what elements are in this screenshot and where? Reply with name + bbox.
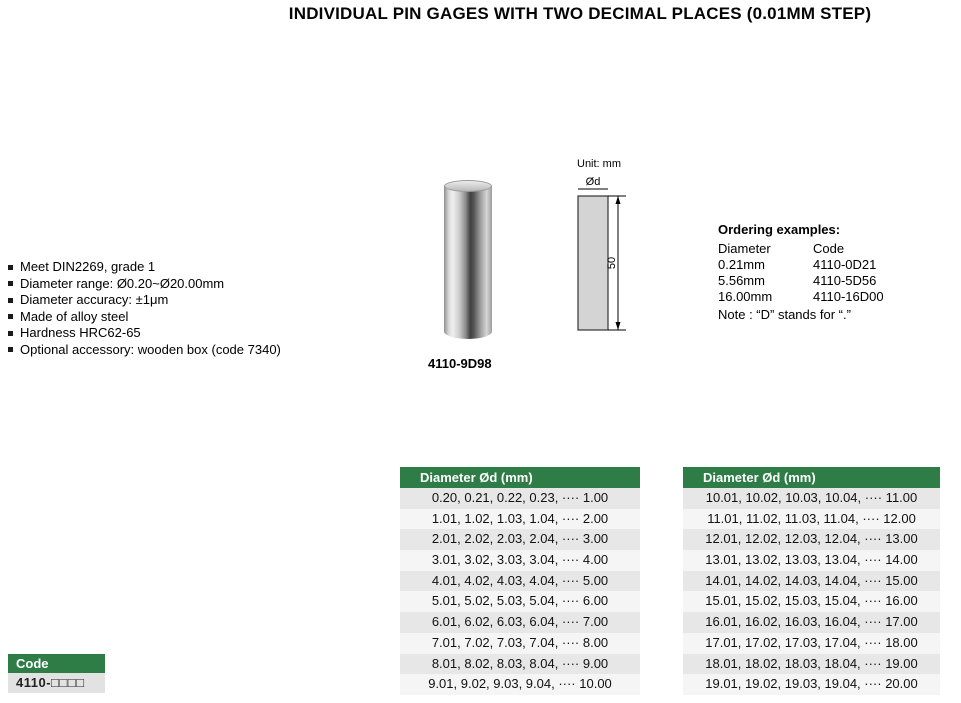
ordering-row bbox=[718, 273, 884, 289]
table-row bbox=[683, 509, 940, 530]
code-block bbox=[8, 654, 105, 693]
pin-gage-top-icon bbox=[444, 180, 492, 192]
feature-item bbox=[8, 259, 281, 276]
diameter-table-left-header: Diameter Ød (mm) bbox=[400, 467, 640, 488]
ordering-note: Note : “D” stands for “.” bbox=[718, 307, 851, 322]
feature-item bbox=[8, 276, 281, 293]
bullet-square-icon bbox=[8, 265, 13, 270]
table-row-text: 8.01, 8.02, 8.03, 8.04, ···· 9.00 bbox=[431, 655, 609, 671]
table-row bbox=[400, 612, 640, 633]
feature-item bbox=[8, 292, 281, 309]
table-row bbox=[683, 488, 940, 509]
feature-item bbox=[8, 342, 281, 359]
table-row-text: 4.01, 4.02, 4.03, 4.04, ···· 5.00 bbox=[431, 572, 609, 588]
ordering-header-row bbox=[718, 241, 884, 257]
length-dim-label: 50 bbox=[606, 256, 618, 270]
table-row bbox=[400, 674, 640, 695]
feature-text: Made of alloy steel bbox=[20, 308, 129, 324]
ordering-diameter-value: 16.00mm bbox=[718, 289, 773, 304]
ordering-col-diameter: Diameter bbox=[718, 241, 771, 256]
feature-item bbox=[8, 309, 281, 326]
table-row-text: 3.01, 3.02, 3.03, 3.04, ···· 4.00 bbox=[431, 552, 609, 568]
feature-text: Diameter accuracy: ±1μm bbox=[20, 292, 169, 307]
table-row bbox=[683, 674, 940, 695]
technical-drawing bbox=[560, 172, 650, 347]
table-row-text: 12.01, 12.02, 12.03, 12.04, ···· 13.00 bbox=[705, 531, 918, 547]
product-model: 4110-9D98 bbox=[428, 356, 492, 371]
ordering-code-value: 4110-5D56 bbox=[813, 273, 877, 288]
table-row-text: 1.01, 1.02, 1.03, 1.04, ···· 2.00 bbox=[431, 510, 609, 526]
ordering-examples bbox=[718, 222, 884, 323]
table-row bbox=[683, 654, 940, 675]
feature-text: Meet DIN2269, grade 1 bbox=[20, 259, 156, 274]
table-row-text: 6.01, 6.02, 6.03, 6.04, ···· 7.00 bbox=[431, 614, 609, 630]
ordering-code-value: 4110-16D00 bbox=[813, 289, 884, 304]
table-row-text: 18.01, 18.02, 18.03, 18.04, ···· 19.00 bbox=[705, 655, 918, 671]
feature-text: Optional accessory: wooden box (code 7340) bbox=[20, 341, 281, 357]
table-row bbox=[683, 633, 940, 654]
table-row bbox=[400, 654, 640, 675]
diameter-table-left bbox=[400, 467, 640, 695]
table-row-text: 5.01, 5.02, 5.03, 5.04, ···· 6.00 bbox=[431, 593, 609, 609]
diameter-table-right-header: Diameter Ød (mm) bbox=[683, 467, 940, 488]
feature-list bbox=[8, 259, 281, 358]
ordering-diameter-value: 0.21mm bbox=[718, 257, 765, 272]
table-row bbox=[400, 488, 640, 509]
table-row bbox=[400, 550, 640, 571]
arrow-up-icon bbox=[616, 196, 621, 204]
table-row-text: 11.01, 11.02, 11.03, 11.04, ···· 12.00 bbox=[707, 510, 916, 526]
ordering-col-code: Code bbox=[813, 241, 845, 256]
ordering-row bbox=[718, 289, 884, 305]
unit-label: Unit: mm bbox=[577, 158, 621, 170]
diameter-dim-label: Ød bbox=[585, 176, 601, 188]
pin-outline-rect bbox=[578, 196, 608, 330]
table-row bbox=[683, 591, 940, 612]
pin-gage-image bbox=[444, 186, 492, 339]
table-row bbox=[400, 509, 640, 530]
table-row-text: 17.01, 17.02, 17.03, 17.04, ···· 18.00 bbox=[705, 634, 918, 650]
ordering-diameter-value: 5.56mm bbox=[718, 273, 765, 288]
feature-text: Diameter range: Ø0.20~Ø20.00mm bbox=[20, 275, 225, 291]
table-row-text: 19.01, 19.02, 19.03, 19.04, ···· 20.00 bbox=[705, 676, 918, 692]
table-row-text: 14.01, 14.02, 14.03, 14.04, ···· 15.00 bbox=[705, 572, 918, 588]
ordering-row bbox=[718, 257, 884, 273]
diameter-table-left-body bbox=[400, 488, 640, 695]
ordering-code-value: 4110-0D21 bbox=[813, 257, 877, 272]
table-row bbox=[683, 550, 940, 571]
arrow-down-icon bbox=[616, 322, 621, 330]
table-row bbox=[683, 529, 940, 550]
diameter-table-right-body bbox=[683, 488, 940, 695]
page-title: INDIVIDUAL PIN GAGES WITH TWO DECIMAL PLACES (0.01MM STEP) bbox=[288, 4, 872, 23]
bullet-square-icon bbox=[8, 281, 13, 286]
bullet-square-icon bbox=[8, 298, 13, 303]
table-row-text: 9.01, 9.02, 9.03, 9.04, ···· 10.00 bbox=[428, 676, 612, 692]
feature-text: Hardness HRC62-65 bbox=[20, 325, 141, 340]
table-row-text: 2.01, 2.02, 2.03, 2.04, ···· 3.00 bbox=[431, 531, 609, 547]
ordering-title: Ordering examples: bbox=[718, 222, 841, 237]
code-block-value: 4110-□□□□ bbox=[8, 673, 105, 693]
bullet-square-icon bbox=[8, 314, 13, 319]
table-row bbox=[400, 529, 640, 550]
diameter-table-right bbox=[683, 467, 940, 695]
table-row-text: 7.01, 7.02, 7.03, 7.04, ···· 8.00 bbox=[431, 634, 609, 650]
table-row bbox=[683, 571, 940, 592]
code-block-header: Code bbox=[8, 654, 105, 673]
feature-item bbox=[8, 325, 281, 342]
bullet-square-icon bbox=[8, 331, 13, 336]
ordering-rows bbox=[718, 257, 884, 305]
table-row-text: 10.01, 10.02, 10.03, 10.04, ···· 11.00 bbox=[705, 490, 918, 505]
table-row bbox=[400, 571, 640, 592]
table-row bbox=[400, 633, 640, 654]
table-row-text: 15.01, 15.02, 15.03, 15.04, ···· 16.00 bbox=[705, 593, 918, 609]
table-row bbox=[683, 612, 940, 633]
table-row bbox=[400, 591, 640, 612]
table-row-text: 16.01, 16.02, 16.03, 16.04, ···· 17.00 bbox=[705, 614, 918, 630]
table-row-text: 0.20, 0.21, 0.22, 0.23, ···· 1.00 bbox=[431, 490, 609, 505]
table-row-text: 13.01, 13.02, 13.03, 13.04, ···· 14.00 bbox=[705, 552, 918, 568]
bullet-square-icon bbox=[8, 347, 13, 352]
